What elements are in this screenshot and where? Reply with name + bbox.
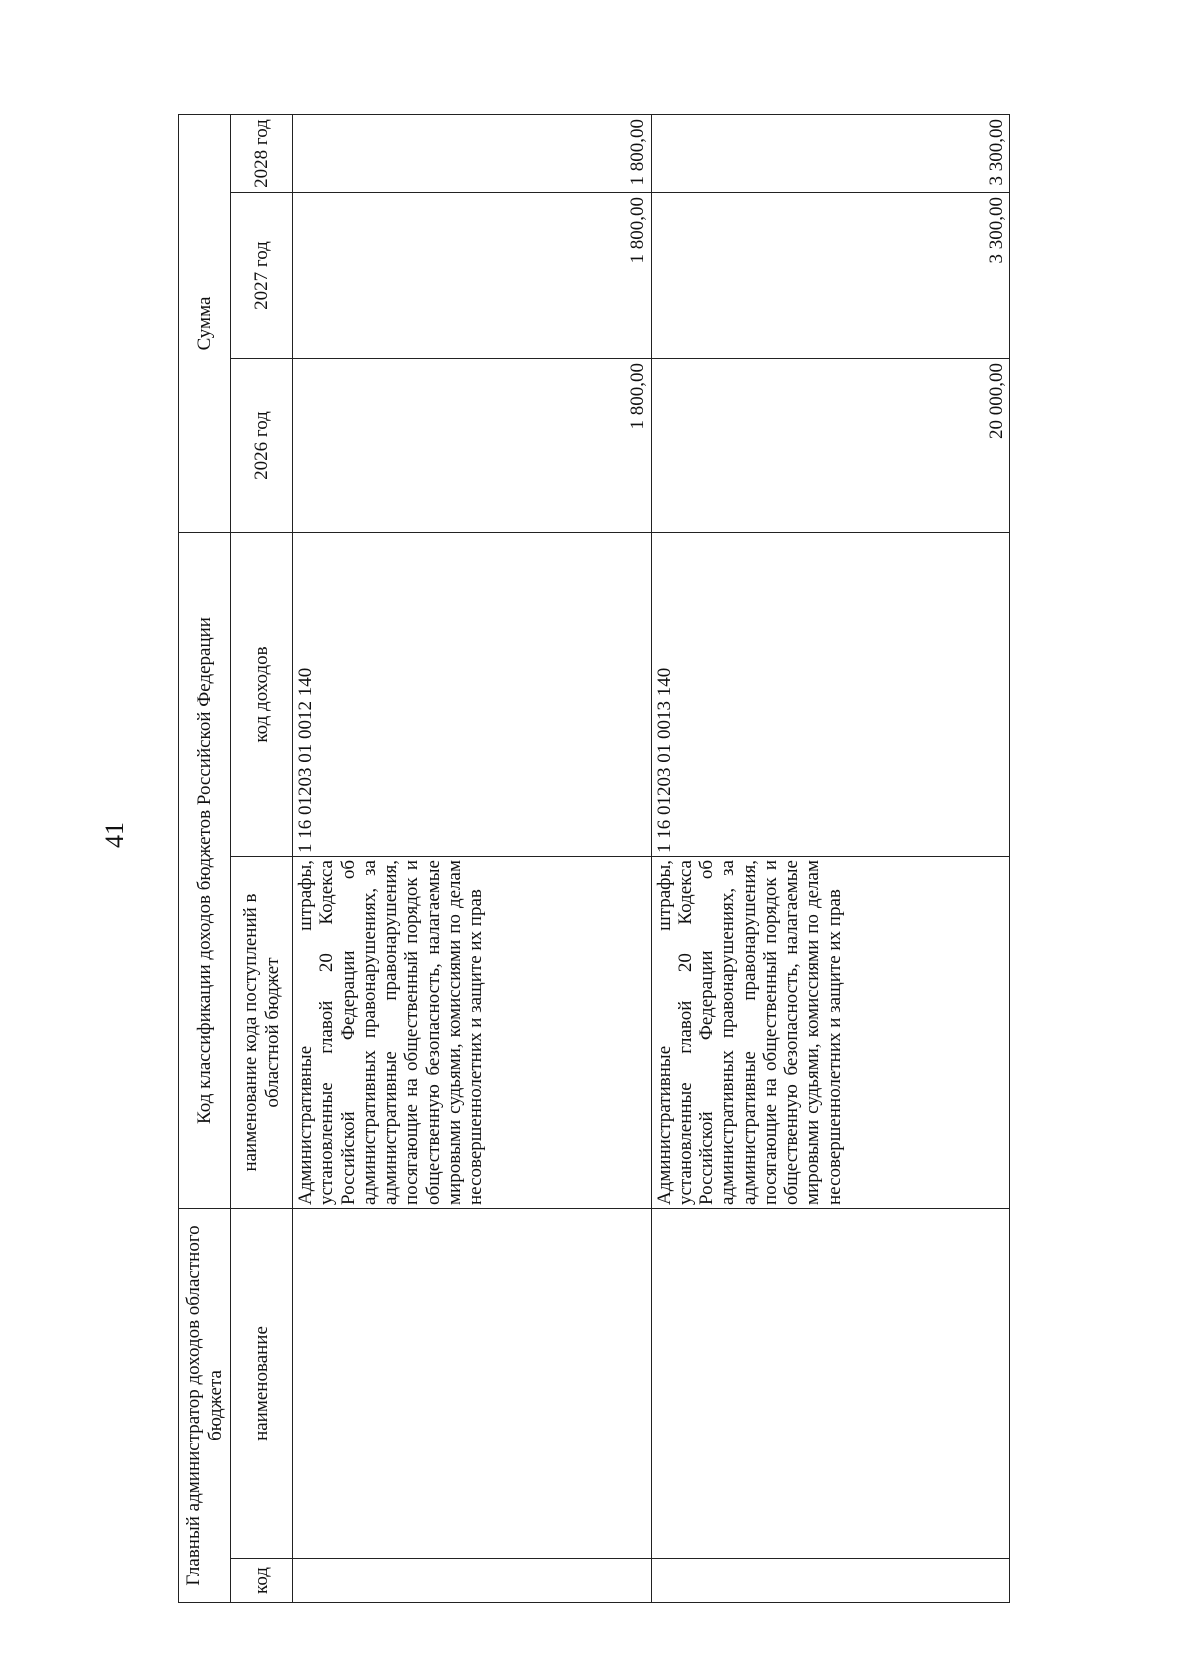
header-sum-group: Сумма — [179, 114, 231, 532]
income-table-sheet — [178, 115, 1010, 1603]
page-number: 41 — [100, 822, 129, 848]
header-row-columns — [231, 114, 293, 1602]
row-admin-name — [651, 1209, 1010, 1559]
header-year-2026: 2026 год — [231, 359, 293, 533]
row-amount-2027: 1 800,00 — [293, 193, 652, 359]
header-classification-group: Код классификации доходов бюджетов Российской Федерации — [179, 533, 231, 1209]
header-admin-group: Главный администратор доходов областного бюджета — [179, 1209, 231, 1603]
row-amount-2026: 20 000,00 — [651, 359, 1010, 533]
table-row — [651, 114, 1010, 1602]
header-income-name: наименование кода поступлений в областной бюджет — [231, 857, 293, 1209]
header-code: код — [231, 1559, 293, 1603]
row-income-name: Административные штрафы, установленные главой 20 Кодекса Российской Федерации об административных правонарушениях, за административные правонарушения, посягающие на общественный порядок и общественную безопасность, налагаемые мировыми судьями, комиссиями по делам несовершеннолетних и защите их прав — [651, 857, 1010, 1209]
table-row — [293, 114, 652, 1602]
row-code — [651, 1559, 1010, 1603]
row-income-code: 1 16 01203 01 0012 140 — [293, 533, 652, 857]
income-classification-table — [178, 114, 1010, 1603]
row-code — [293, 1559, 652, 1603]
row-amount-2028: 3 300,00 — [651, 114, 1010, 192]
header-row-groups — [179, 114, 231, 1602]
row-income-name: Административные штрафы, установленные главой 20 Кодекса Российской Федерации об административных правонарушениях, за административные правонарушения, посягающие на общественный порядок и общественную безопасность, налагаемые мировыми судьями, комиссиями по делам несовершеннолетних и защите их прав — [293, 857, 652, 1209]
row-income-code: 1 16 01203 01 0013 140 — [651, 533, 1010, 857]
row-admin-name — [293, 1209, 652, 1559]
row-amount-2028: 1 800,00 — [293, 114, 652, 192]
header-income-code: код доходов — [231, 533, 293, 857]
row-amount-2027: 3 300,00 — [651, 193, 1010, 359]
header-year-2027: 2027 год — [231, 193, 293, 359]
row-amount-2026: 1 800,00 — [293, 359, 652, 533]
header-admin-name: наименование — [231, 1209, 293, 1559]
header-year-2028: 2028 год — [231, 114, 293, 192]
